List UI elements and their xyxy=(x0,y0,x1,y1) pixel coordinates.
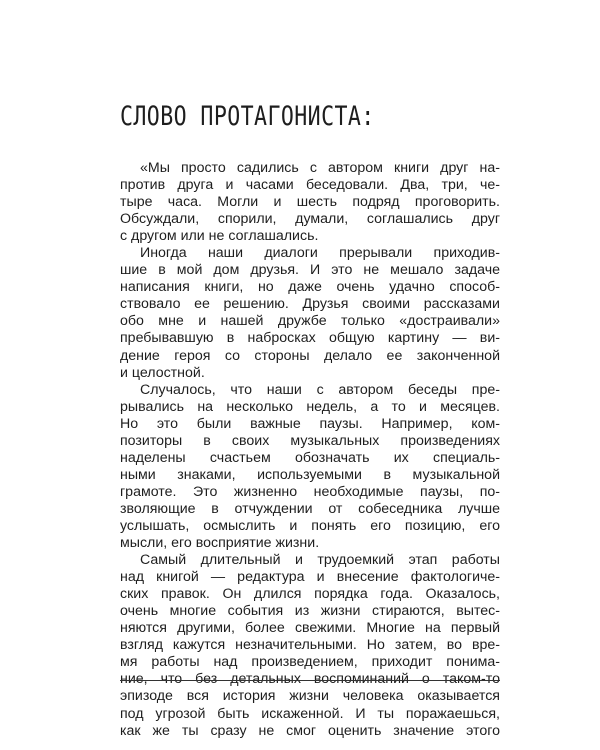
text-line: Обсуждали, спорили, думали, соглашались друг xyxy=(120,211,500,228)
paragraph xyxy=(120,245,500,381)
paragraph xyxy=(120,382,500,552)
text-line: очень многие события из жизни стираются, вытес- xyxy=(120,603,500,620)
text-line: тыре часа. Могли и шесть подряд проговорить. xyxy=(120,194,500,211)
text-line: ными знаками, используемыми в музыкальной xyxy=(120,466,500,483)
body-text xyxy=(120,160,500,740)
text-line: няются другими, более свежими. Многие на первый xyxy=(120,620,500,637)
text-line: ние, что без детальных воспоминаний о таком-то xyxy=(120,671,500,688)
text-line: с другом или не соглашались. xyxy=(120,228,319,245)
chapter-title: СЛОВО ПРОТАГОНИСТА: xyxy=(120,101,375,132)
paragraph xyxy=(120,552,500,740)
text-line: рывались на несколько недель, а то и месяцев. xyxy=(120,398,500,415)
text-line: дение героя со стороны делало ее законченной xyxy=(120,347,500,364)
text-line: шие в мой дом друзья. И это не мешало задаче xyxy=(120,262,500,279)
text-line: пребывавшую в набросках общую картину — ви- xyxy=(120,330,500,347)
text-line: против друга и часами беседовали. Два, три, че- xyxy=(120,177,500,194)
text-line: наделены счастьем обозначать их специаль- xyxy=(120,449,500,466)
text-line: Иногда наши диалоги прерывали приходив- xyxy=(140,245,500,262)
text-line: над книгой — редактура и внесение фактологиче- xyxy=(120,569,500,586)
text-line: мысли, его восприятие жизни. xyxy=(120,535,320,552)
text-line: позиторы в своих музыкальных произведениях xyxy=(120,432,500,449)
text-line: написания книги, но даже очень удачно способ- xyxy=(120,279,500,296)
text-line: услышать, осмыслить и понять его позицию, его xyxy=(120,517,500,534)
footer-divider xyxy=(120,680,500,681)
paragraph xyxy=(120,160,500,245)
text-line: ских правок. Он длился порядка года. Оказалось, xyxy=(120,586,500,603)
text-line: Случалось, что наши с автором беседы пре- xyxy=(140,381,500,398)
text-line: «Мы просто садились с автором книги друг на- xyxy=(140,160,500,176)
text-line: обо мне и нашей дружбе только «достраивали» xyxy=(120,313,500,330)
text-line: как же ты сразу не смог оценить значение этого xyxy=(120,722,500,739)
text-line: эпизоде вся история жизни человека оказывается xyxy=(120,688,500,705)
text-line: ствовало ее решению. Друзья своими рассказами xyxy=(120,296,500,313)
text-line: мя работы над произведением, приходит понима- xyxy=(120,654,500,671)
text-line: Самый длительный и трудоемкий этап работы xyxy=(140,552,500,569)
text-line: взгляд кажутся незначительными. Но затем, во вре- xyxy=(120,637,500,654)
text-line: грамоте. Это жизненно необходимые паузы, по- xyxy=(120,483,500,500)
text-line: Но это были важные паузы. Например, ком- xyxy=(120,415,500,432)
text-line: и целостной. xyxy=(120,364,205,381)
text-line: под угрозой быть искаженной. И ты поражаешься, xyxy=(120,705,500,722)
text-line: зволяющие в отчуждении от собеседника лучше xyxy=(120,500,500,517)
